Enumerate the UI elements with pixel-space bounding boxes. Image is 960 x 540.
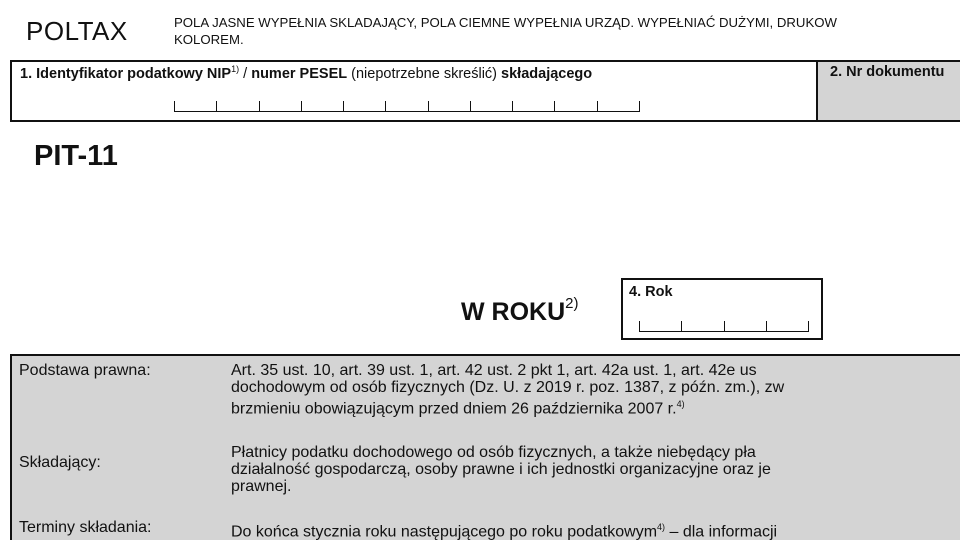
legal-basis-text [231,362,960,417]
submitter-label: składającego [501,65,593,82]
year-digit-boxes[interactable] [639,320,809,332]
deadlines-label: Terminy składania: [19,519,152,536]
year-footnote: 2) [565,295,579,312]
digit-divider [597,101,598,111]
submitter-line: prawnej. [231,478,292,495]
pesel-label: numer PESEL [251,65,348,82]
document-number-field [818,62,960,120]
digit-divider [554,101,555,111]
identifier-section [10,60,960,122]
nip-label: Identyfikator podatkowy NIP [36,65,232,82]
digit-divider [512,101,513,111]
nip-digit-boxes[interactable] [174,100,640,112]
digit-divider [259,101,260,111]
deadlines-footnote: 4) [657,522,666,532]
instructions-line-1: POLA JASNE WYPEŁNIA SKLADAJĄCY, POLA CIEMNE WYPEŁNIA URZĄD. WYPEŁNIAĆ DUŻYMI, DRUKOW [174,15,837,30]
digit-divider [639,321,640,331]
digit-divider [470,101,471,111]
legal-basis-line: dochodowym od osób fizycznych (Dz. U. z 2019 r. poz. 1387, z późn. zm.), zw [231,379,785,396]
year-field-label: 4. Rok [629,284,673,300]
legal-basis-line [231,396,960,417]
legal-basis-line: Art. 35 ust. 10, art. 39 ust. 1, art. 42 ust. 2 pkt 1, art. 42a ust. 1, art. 42e us [231,362,757,379]
digit-divider [639,101,640,111]
nip-footnote: 1) [231,64,240,74]
year-field[interactable] [621,278,823,340]
deadlines-line-start: Do końca stycznia roku następującego po roku podatkowym [231,523,658,540]
separator: / [243,65,248,82]
submitter-label: Składający: [19,454,101,471]
legal-basis-line-text: brzmieniu obowiązującym przed dniem 26 października 2007 r. [231,400,677,418]
deadlines-text [231,519,960,540]
year-heading [461,295,579,327]
legal-basis-label: Podstawa prawna: [19,362,151,379]
digit-divider [766,321,767,331]
year-heading-label: W ROKU [461,298,566,326]
info-panel [10,354,960,540]
field-number: 1. [20,65,33,82]
legal-basis-footnote: 4) [676,399,685,409]
digit-divider [724,321,725,331]
submitter-line: Płatnicy podatku dochodowego od osób fizycznych, a także niebędący pła [231,444,756,461]
digit-divider [681,321,682,331]
form-instructions [174,14,960,48]
digit-divider [174,101,175,111]
digit-divider [343,101,344,111]
deadlines-line-end: – dla informacji [669,523,778,540]
document-number-label: 2. Nr dokumentu [830,64,945,80]
form-code: PIT-11 [34,140,118,172]
instructions-line-2: KOLOREM. [174,32,244,47]
poltax-brand: POLTAX [26,16,128,46]
digit-divider [301,101,302,111]
nip-pesel-field[interactable] [12,62,818,120]
digit-divider [808,321,809,331]
digit-divider [216,101,217,111]
submitter-line: działalność gospodarczą, osoby prawne i ich jednostki organizacyjne oraz je [231,461,771,478]
digit-divider [385,101,386,111]
digit-divider [428,101,429,111]
pesel-note: (niepotrzebne skreślić) [351,65,498,82]
submitter-text [231,444,960,495]
